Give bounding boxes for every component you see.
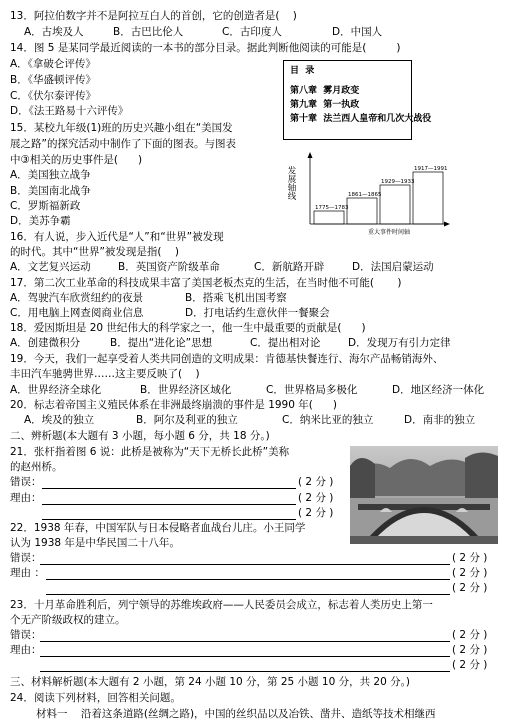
q13-option-b: B．古巴比伦人: [113, 26, 184, 38]
q14-stem: 14．图 5 是某同学最近阅读的一本书的部分目录。据此判断他阅读的可能是( ): [10, 42, 401, 54]
q17-option-d: D．打电话约生意伙伴一餐聚会: [185, 307, 330, 319]
q22-reason-label: 理由 ：: [10, 567, 45, 579]
toc-figure: [283, 60, 432, 140]
q15-option-b: B．美国南北战争: [10, 185, 91, 197]
q18-option-c: C．提出相对论: [250, 337, 321, 349]
q17-option-c: C．用电脑上网查阅商业信息: [10, 307, 144, 319]
q22-reason-blank-1[interactable]: [46, 579, 450, 580]
section-3-heading: 三、材料解析题(本大题有 2 小题，第 24 小题 10 分，第 25 小题 10 分，共 20 分。): [10, 676, 410, 688]
q13-option-c: C．古印度人: [222, 26, 282, 38]
q21-reason-points-2: ( 2 分 ): [298, 507, 334, 519]
q21-line-1: 21．张杆指着图 6 说：此桥是被称为“天下无桥长此桥”美称: [10, 446, 290, 458]
q23-reason-blank-1[interactable]: [40, 656, 450, 657]
q15-option-d: D．美苏争霸: [10, 215, 71, 227]
chart-bar-label-1: 1775—1783: [315, 205, 349, 211]
q14-option-c: C．《伏尔泰评传》: [10, 90, 97, 102]
q14-option-a: A．《拿破仑评传》: [10, 58, 96, 70]
chart-bar-label-3: 1929—1933: [381, 179, 415, 185]
q22-reason-blank-2[interactable]: [46, 594, 450, 595]
q18-option-b: B．提出“进化论”思想: [110, 337, 213, 349]
q21-reason-blank-1[interactable]: [42, 504, 296, 505]
q24-line-1: 24．阅读下列材料，回答相关问题。: [10, 692, 181, 704]
q15-option-c: C．罗斯福新政: [10, 200, 81, 212]
q13-stem: 13．阿拉伯数字并不是阿拉互白人的首创，它的创造者是( ): [10, 10, 297, 22]
q15-line-2: 展之路”的探究活动中制作了下面的图表。与图表: [10, 138, 236, 150]
q16-line-2: 的时代。其中“世界”被发现是指( ): [10, 246, 179, 258]
q23-reason-label: 理由：: [10, 644, 42, 656]
zhaozhou-bridge-photo: [350, 446, 498, 544]
q17-option-a: A．驾驶汽车欣赏纽约的夜景: [10, 292, 144, 304]
q23-line-2: 个无产阶级政权的建立。: [10, 614, 126, 626]
q19-option-c: C．世界格局多极化: [266, 384, 358, 396]
toc-chapter-10: 第十章 法兰西人皇帝和几次大战役: [290, 114, 432, 124]
q21-error-label: 错误：: [10, 476, 42, 488]
q19-option-b: B．世界经济区域化: [140, 384, 232, 396]
q21-reason-points-1: ( 2 分 ): [298, 492, 334, 504]
q23-reason-blank-2[interactable]: [40, 671, 450, 672]
q19-line-2: 丰田汽车驰骋世界……这主要反映了( ): [10, 368, 200, 380]
q16-line-1: 16．有人说，步入近代是“人”和“世界”被发现: [10, 231, 224, 243]
q16-option-a: A．文艺复兴运动: [10, 261, 91, 273]
q17-option-b: B．搭乘飞机出国考察: [185, 292, 287, 304]
q22-line-1: 22．1938 年春，中国军队与日本侵略者血战台儿庄。小王同学: [10, 522, 306, 534]
q18-option-d: D．发现万有引力定律: [348, 337, 451, 349]
q19-line-1: 19．今天，我们一起享受着人类共同创造的文明成果：肯德基快餐连行、海尔产品畅销海外、: [10, 353, 444, 365]
q16-option-d: D．法国启蒙运动: [352, 261, 434, 273]
chart-bar-label-2: 1861—1865: [348, 192, 382, 198]
toc-title: 目 录: [290, 66, 315, 76]
q23-reason-points-1: ( 2 分 ): [452, 644, 488, 656]
q23-error-label: 错误：: [10, 629, 42, 641]
q19-option-d: D．地区经济一体化: [392, 384, 485, 396]
q21-error-blank[interactable]: [42, 488, 296, 489]
q21-reason-blank-2[interactable]: [42, 519, 296, 520]
q20-option-d: D．南非的独立: [404, 414, 476, 426]
q14-option-b: B．《华盛顿评传》: [10, 74, 96, 86]
q23-line-1: 23．十月革命胜利后，列宁领导的苏维埃政府——人民委员会成立，标志着人类历史上第一: [10, 599, 433, 611]
q21-error-points: ( 2 分 ): [298, 476, 334, 488]
q18-option-a: A．创建微积分: [10, 337, 81, 349]
toc-chapter-9: 第九章 第一执政: [290, 100, 360, 110]
q16-option-b: B．英国资产阶级革命: [118, 261, 220, 273]
q15-line-3: 中③相关的历史事件是( ): [10, 154, 143, 166]
q20-option-a: A．埃及的独立: [24, 414, 95, 426]
development-chart: [284, 152, 450, 236]
q20-stem: 20．标志着帝国主义殖民体系在非洲最终崩溃的事件是 1990 年( ): [10, 399, 337, 411]
q23-reason-points-2: ( 2 分 ): [452, 659, 488, 671]
q18-stem: 18．爱因斯坦是 20 世纪伟大的科学家之一，他一生中最重要的贡献是( ): [10, 322, 366, 334]
chart-bar-1: [314, 211, 344, 224]
chart-bar-3: [380, 185, 410, 224]
q17-stem: 17．第二次工业革命的科技成果丰富了美国老板杰克的生活，在当时他不可能( ): [10, 277, 402, 289]
q16-option-c: C．新航路开辟: [254, 261, 325, 273]
q23-error-points: ( 2 分 ): [452, 629, 488, 641]
q15-option-a: A．美国独立战争: [10, 169, 91, 181]
q22-error-blank[interactable]: [40, 564, 450, 565]
q15-line-1: 15．某校九年级(1)班的历史兴趣小组在“美国发: [10, 122, 233, 134]
chart-bar-4: [413, 172, 443, 224]
q20-option-c: C．纳米比亚的独立: [282, 414, 374, 426]
q22-error-label: 错误：: [10, 552, 42, 564]
q22-line-2: 认为 1938 年是中华民国二十八年。: [10, 537, 180, 549]
q19-option-a: A．世界经济全球化: [10, 384, 102, 396]
q22-reason-points-2: ( 2 分 ): [452, 582, 488, 594]
q22-reason-points-1: ( 2 分 ): [452, 567, 488, 579]
q13-option-a: A．古埃及人: [24, 26, 84, 38]
q23-error-blank[interactable]: [40, 641, 450, 642]
chart-y-label: 发展轴线: [286, 166, 296, 200]
q13-option-d: D．中国人: [332, 26, 383, 38]
section-2-heading: 二、辨析题(本大题有 3 小题，每小题 6 分，共 18 分。): [10, 430, 270, 442]
toc-chapter-8: 第八章 雾月政变: [290, 86, 360, 96]
chart-x-label: 重大事件时间轴: [368, 229, 411, 236]
q21-reason-label: 理由：: [10, 492, 42, 504]
q14-option-d: D．《法王路易十六评传》: [10, 105, 129, 117]
q24-material-1: 材料一 沿着这条道路(丝绸之路)，中国的丝织品以及冶铁、凿井、造纸等技术相继西: [36, 708, 436, 720]
q22-error-points: ( 2 分 ): [452, 552, 488, 564]
chart-bar-label-4: 1917—1991: [414, 166, 448, 172]
chart-bar-2: [347, 198, 377, 224]
q20-option-b: B．阿尔及利亚的独立: [136, 414, 238, 426]
q21-line-2: 的赵州桥。: [10, 461, 63, 473]
